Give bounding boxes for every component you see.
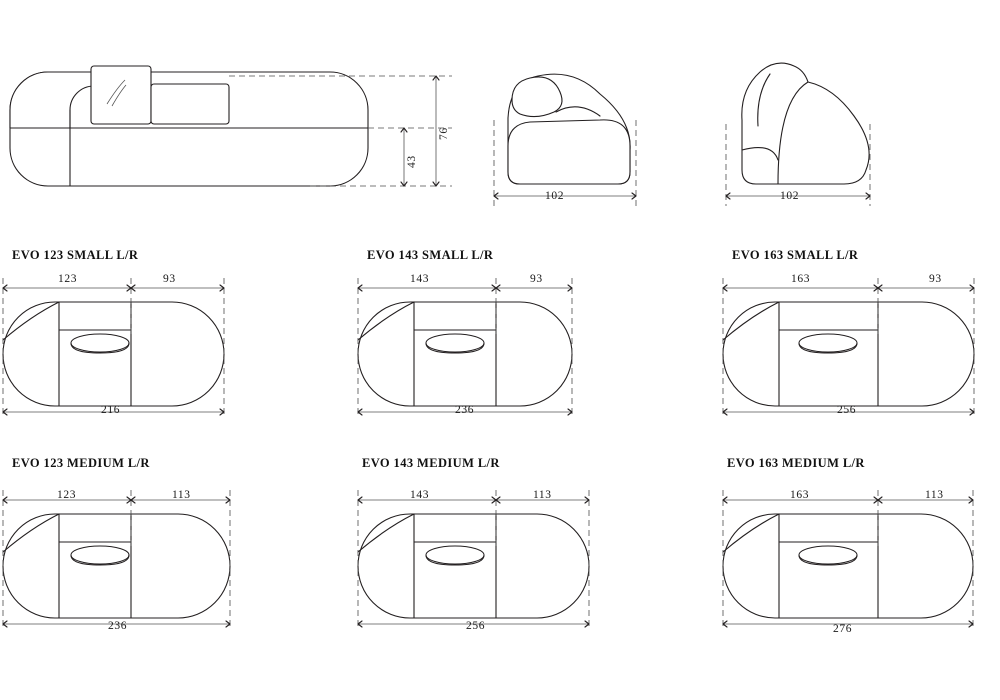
plan-evo-123-small-geometry bbox=[3, 278, 224, 418]
dim-evo-123-medium-total: 236 bbox=[108, 620, 128, 632]
dim-evo-163-small-right: 93 bbox=[929, 273, 942, 285]
dim-side-height-76: 76 bbox=[438, 127, 450, 140]
plan-evo-143-medium-geometry bbox=[358, 490, 589, 630]
dim-evo-163-medium-left: 163 bbox=[790, 489, 810, 501]
back-elevation-geometry bbox=[726, 63, 870, 206]
dim-evo-123-small-total: 216 bbox=[101, 404, 121, 416]
dim-evo-143-small-total: 236 bbox=[455, 404, 475, 416]
front-elevation-geometry bbox=[494, 74, 636, 206]
dim-evo-143-small-right: 93 bbox=[530, 273, 543, 285]
side-elevation-geometry bbox=[10, 66, 452, 186]
dim-front-width-102: 102 bbox=[545, 190, 565, 202]
model-title-evo-163-small: EVO 163 SMALL L/R bbox=[732, 248, 859, 262]
model-title-evo-143-small: EVO 143 SMALL L/R bbox=[367, 248, 494, 262]
model-title-evo-123-medium: EVO 123 MEDIUM L/R bbox=[12, 456, 150, 470]
model-title-evo-163-medium: EVO 163 MEDIUM L/R bbox=[727, 456, 865, 470]
dim-evo-143-medium-right: 113 bbox=[533, 489, 552, 501]
plan-evo-163-medium-geometry bbox=[723, 490, 973, 630]
dim-evo-163-small-left: 163 bbox=[791, 273, 811, 285]
plan-evo-143-small-geometry bbox=[358, 278, 572, 418]
dim-evo-143-medium-total: 256 bbox=[466, 620, 486, 632]
dim-evo-123-medium-left: 123 bbox=[57, 489, 77, 501]
dim-evo-123-small-right: 93 bbox=[163, 273, 176, 285]
dim-evo-143-medium-left: 143 bbox=[410, 489, 430, 501]
dim-evo-163-medium-total: 276 bbox=[833, 623, 853, 635]
plan-evo-163-small-geometry bbox=[723, 278, 974, 418]
model-title-evo-123-small: EVO 123 SMALL L/R bbox=[12, 248, 139, 262]
dim-evo-163-medium-right: 113 bbox=[925, 489, 944, 501]
dim-evo-123-small-left: 123 bbox=[58, 273, 78, 285]
dim-back-width-102: 102 bbox=[780, 190, 800, 202]
dim-evo-163-small-total: 256 bbox=[837, 404, 857, 416]
plan-evo-123-medium-geometry bbox=[3, 490, 230, 630]
model-title-evo-143-medium: EVO 143 MEDIUM L/R bbox=[362, 456, 500, 470]
dim-evo-143-small-left: 143 bbox=[410, 273, 430, 285]
dim-evo-123-medium-right: 113 bbox=[172, 489, 191, 501]
dim-side-height-43: 43 bbox=[406, 155, 418, 168]
